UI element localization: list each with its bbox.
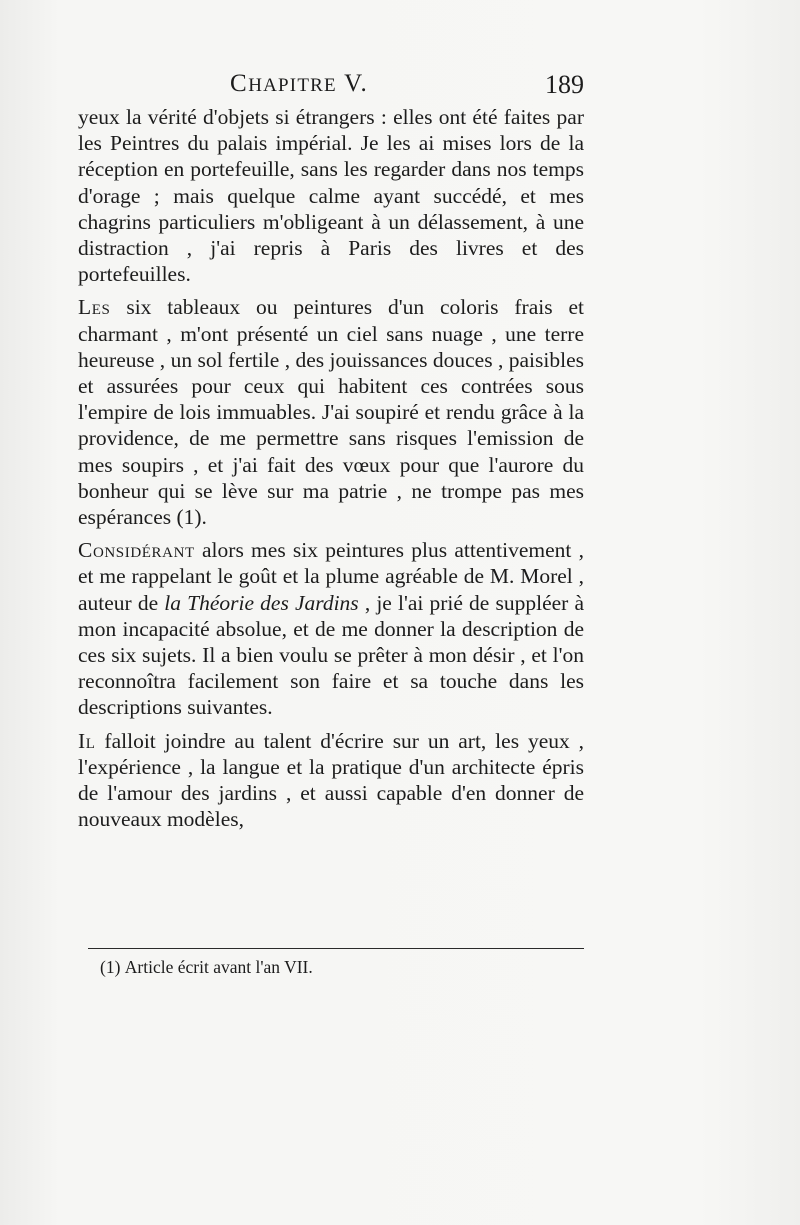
paragraph-3-italic-title: la Théorie des Jardins (164, 590, 359, 615)
chapter-initial: C (230, 70, 249, 97)
footnote-text: Article écrit avant l'an VII. (124, 957, 313, 977)
footnote-marker: (1) (100, 957, 121, 977)
paragraph-4-lead: Il (78, 728, 96, 753)
footnote-rule (88, 948, 584, 949)
page-number: 189 (545, 70, 584, 99)
paragraph-2-text: six tableaux ou peintures d'un coloris frais et charmant , m'ont présenté un ciel sans nuage , une terre heureuse , un sol fertile , des jouissances douces , paisibles et assurées pour ceux qui habitent ces contrées sous l'empire de lois immuables. J'ai soupiré et rendu grâce à la providence, de me permettre sans risques l'emission de mes soupirs , et j'ai fait des vœux pour que l'aurore du bonheur qui se lève sur ma patrie , ne trompe pas mes espérances (1). (78, 295, 584, 530)
paragraph-2 (78, 294, 584, 530)
paragraph-1-text: yeux la vérité d'objets si étrangers : elles ont été faites par les Peintres du palais impérial. Je les ai mises lors de la réception en portefeuille, sans les regarder dans nos temps d'orage ; mais quelque calme ayant succédé, et mes chagrins particuliers m'obligeant à un délassement, à une distraction , j'ai repris à Paris des livres et des portefeuilles. (78, 105, 584, 287)
paragraph-2-lead: Les (78, 295, 111, 320)
paragraph-1 (78, 104, 584, 287)
paragraph-3-text-before: alors mes six peintures plus attentivement , et me rappelant le goût et la plume agréable de M. Morel , auteur de (78, 538, 584, 615)
paragraph-4-text: falloit joindre au talent d'écrire sur un art, les yeux , l'expérience , la langue et la pratique d'un architecte épris de l'amour des jardins , et aussi capable d'en donner de nouveaux modèles, (78, 728, 584, 832)
chapter-word: HAPITRE (248, 75, 337, 96)
chapter-heading (230, 70, 368, 98)
paragraph-3 (78, 537, 584, 720)
body-text (78, 104, 584, 839)
paragraph-3-lead: Considérant (78, 538, 195, 563)
paragraph-3-text-after: , je l'ai prié de suppléer à mon incapacité absolue, et de me donner la description de ces six sujets. Il a bien voulu se prêter à mon désir , et l'on reconnoîtra facilement son faire et sa touche dans les descriptions suivantes. (78, 590, 585, 720)
paragraph-4 (78, 728, 584, 833)
running-header (78, 68, 584, 104)
chapter-number: V. (344, 70, 369, 97)
footnote (100, 957, 313, 978)
